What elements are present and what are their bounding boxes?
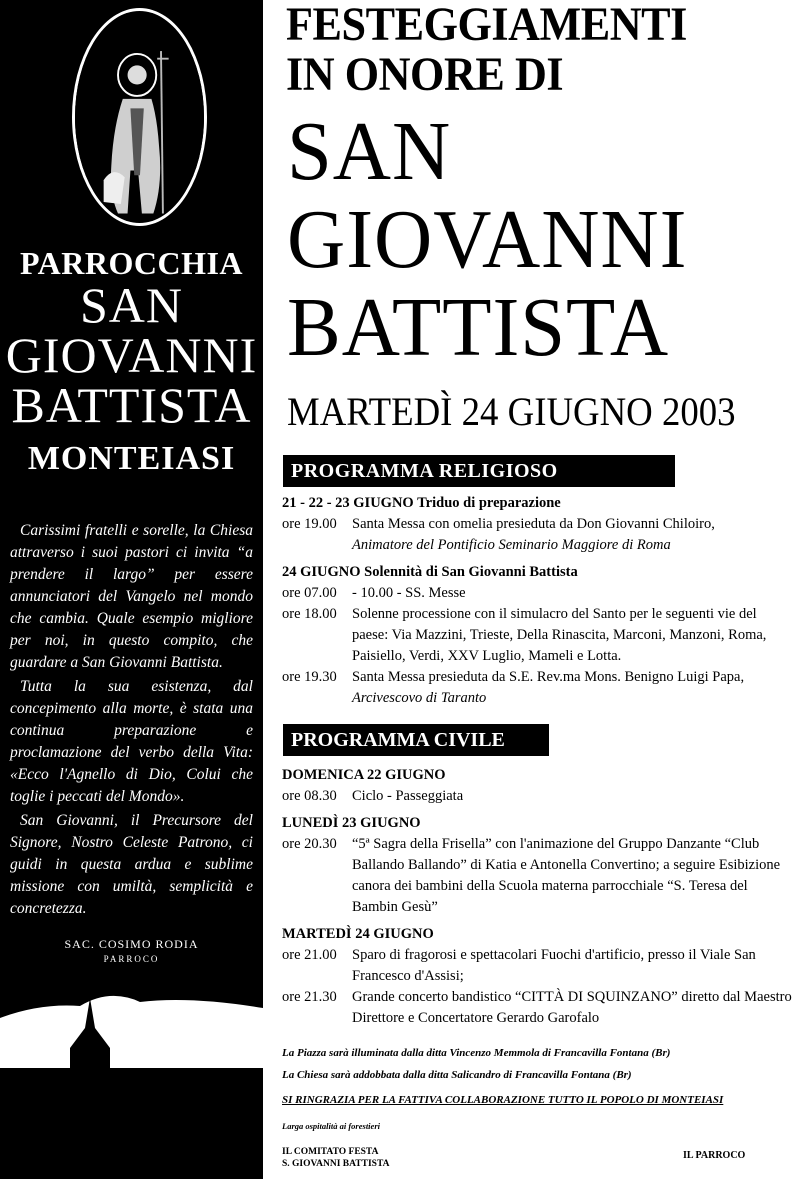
event-text: Santa Messa con omelia presieduta da Don Giovanni Chiloiro,	[352, 516, 715, 532]
event-date: MARTEDÌ 24 GIUGNO 2003	[287, 389, 736, 434]
event-text: - 10.00 - SS. Messe	[352, 585, 466, 601]
solemnity-heading: 24 GIUGNO Solennità di San Giovanni Battista	[282, 564, 578, 580]
list-item	[282, 945, 792, 987]
list-item	[282, 514, 792, 535]
headline-line-2: IN ONORE DI	[286, 48, 564, 101]
day-heading: DOMENICA 22 GIUGNO	[282, 767, 446, 783]
parish-line-1: PARROCCHIA	[19, 245, 244, 281]
event-text: Solenne processione con il simulacro del Santo per le seguenti vie del paese: Via Mazzini, Trieste, Della Rinascita, Marconi, Manzoni, Roma, Paisiello, Verdi, XXV Luglio, Mameli e Lotta.	[352, 606, 767, 664]
letter-paragraph: San Giovanni, il Precursore del Signore, Nostro Celeste Patrono, ci guidi in questa ardua e sublime missione con umiltà, semplicità e concretezza.	[10, 812, 253, 917]
signature-role: PARROCO	[103, 954, 160, 964]
saint-title	[287, 105, 688, 374]
headline	[286, 0, 687, 100]
event-text: Ciclo - Passeggiata	[352, 788, 464, 804]
saint-figure-image	[75, 11, 204, 223]
event-time: ore 07.00	[282, 585, 337, 601]
event-time: ore 21.30	[282, 989, 337, 1005]
parish-line-4: BATTISTA	[11, 377, 252, 433]
event-time: ore 19.30	[282, 669, 337, 685]
sponsor-notes	[282, 1042, 792, 1086]
religious-program	[282, 493, 792, 709]
event-subtext: Arcivescovo di Taranto	[352, 690, 487, 706]
hospitality-note: Larga ospitalità ai forestieri	[282, 1121, 380, 1131]
day-heading: LUNEDÌ 23 GIUGNO	[282, 815, 421, 831]
event-text: “5ª Sagra della Frisella” con l'animazione del Gruppo Danzante “Club Ballando Ballando” di Katia e Antonella Convertino; a seguire Esibizione canora dei bambini della Scuola materna parrocchiale “S. Teresa del Bambin Gesù”	[352, 836, 781, 915]
sponsor-note: La Chiesa sarà addobbata dalla ditta Salicandro di Francavilla Fontana (Br)	[282, 1069, 632, 1081]
parroco-signature: IL PARROCO	[683, 1150, 746, 1161]
day-heading: MARTEDÌ 24 GIUGNO	[282, 926, 434, 942]
list-item	[282, 987, 792, 1029]
parish-line-3: GIOVANNI	[5, 327, 258, 383]
letter-paragraph: Tutta la sua esistenza, dal concepimento alla morte, è stata una continua preparazione e proclamazione del verbo della Vita: «Ecco l'Agnello di Dio, Colui che toglie i peccati del Mondo».	[10, 678, 253, 805]
saint-portrait	[72, 8, 207, 226]
list-item	[282, 604, 792, 667]
event-time: ore 08.30	[282, 788, 337, 804]
event-time: ore 21.00	[282, 947, 337, 963]
left-panel	[0, 0, 263, 1179]
signature-name: SAC. COSIMO RODIA	[64, 937, 199, 951]
pastor-letter	[10, 520, 253, 920]
religious-program-header: PROGRAMMA RELIGIOSO	[283, 455, 675, 487]
triduum-heading: 21 - 22 - 23 GIUGNO Triduo di preparazione	[282, 495, 561, 511]
event-time: ore 20.30	[282, 836, 337, 852]
committee-line-1: IL COMITATO FESTA	[282, 1147, 379, 1157]
saint-title-line-1: SAN	[287, 105, 452, 198]
event-text: Santa Messa presieduta da S.E. Rev.ma Mons. Benigno Luigi Papa,	[352, 669, 745, 685]
event-subtext: Animatore del Pontificio Seminario Maggiore di Roma	[352, 537, 671, 553]
civil-program	[282, 765, 792, 1029]
main-content	[263, 0, 800, 1179]
committee-line-2: S. GIOVANNI BATTISTA	[282, 1159, 390, 1169]
headline-line-1: FESTEGGIAMENTI	[286, 0, 687, 51]
event-time: ore 19.00	[282, 516, 337, 532]
thanks-line: SI RINGRAZIA PER LA FATTIVA COLLABORAZIONE TUTTO IL POPOLO DI MONTEIASI	[282, 1094, 724, 1106]
list-item	[282, 834, 792, 918]
parish-line-2: SAN	[79, 277, 184, 333]
list-item	[282, 667, 792, 688]
event-time: ore 18.00	[282, 606, 337, 622]
parish-name	[0, 246, 263, 478]
town-name: MONTEIASI	[27, 440, 236, 477]
church-silhouette-image	[0, 978, 263, 1179]
event-text: Grande concerto bandistico “CITTÀ DI SQUINZANO” diretto dal Maestro Direttore e Concertatore Gerardo Garofalo	[352, 989, 792, 1026]
letter-signature	[0, 937, 263, 964]
committee-signature	[282, 1146, 389, 1170]
saint-title-line-2: GIOVANNI	[287, 193, 688, 286]
list-item	[282, 786, 792, 807]
letter-paragraph: Carissimi fratelli e sorelle, la Chiesa attraverso i suoi pastori ci invita “a prendere il largo” per essere annunciatori del Vangelo nel mondo che cambia. Quale esempio migliore per noi, in questo compito, che guardare a San Giovanni Battista.	[10, 522, 253, 671]
saint-title-line-3: BATTISTA	[287, 281, 670, 374]
list-item	[282, 583, 792, 604]
event-text: Sparo di fragorosi e spettacolari Fuochi d'artificio, presso il Viale San Francesco d'Assisi;	[352, 947, 756, 984]
civil-program-header: PROGRAMMA CIVILE	[283, 724, 549, 756]
sponsor-note: La Piazza sarà illuminata dalla ditta Vincenzo Memmola di Francavilla Fontana (Br)	[282, 1047, 671, 1059]
